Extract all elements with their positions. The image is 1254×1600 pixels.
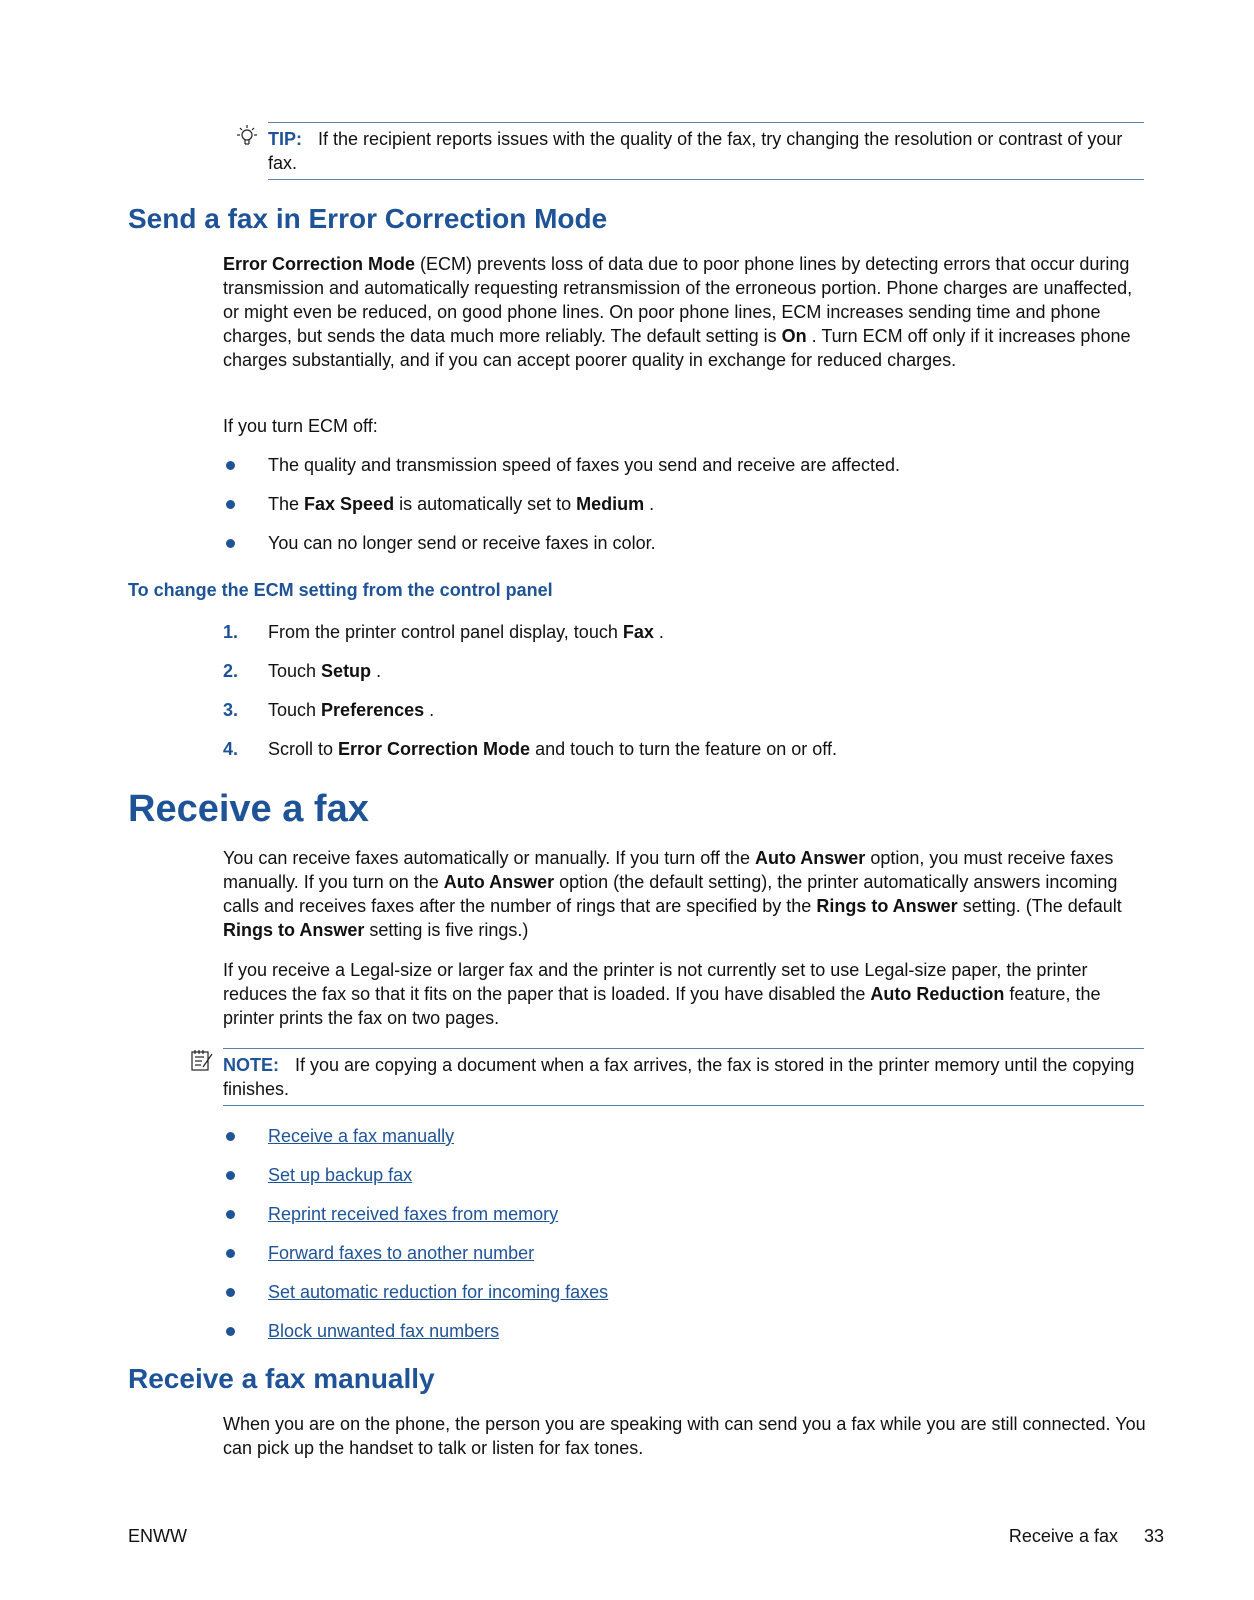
- step-item: [223, 737, 1147, 761]
- text-fragment: .: [424, 700, 435, 720]
- link-list-item: [223, 1124, 1147, 1148]
- tip-text: If the recipient reports issues with the quality of the fax, try changing the resolution or contrast of your fax.: [268, 129, 1123, 173]
- section-heading-ecm: Send a fax in Error Correction Mode: [128, 203, 608, 234]
- link-list-item: [223, 1163, 1147, 1187]
- text-fragment: setting is five rings.): [364, 920, 529, 940]
- note-label: NOTE:: [223, 1055, 279, 1075]
- link-set-automatic-reduction[interactable]: Set automatic reduction for incoming faxes: [268, 1282, 609, 1302]
- ecm-intro-text-b: . Turn ECM off only if it increases phone charges substantially, and if you can accept poorer quality in exchange for reduced charges.: [223, 326, 1131, 370]
- list-item-text: The quality and transmission speed of faxes you send and receive are affected.: [268, 455, 901, 475]
- list-item-text: You can no longer send or receive faxes in color.: [268, 533, 656, 553]
- page-heading-receive-fax: Receive a fax: [128, 788, 369, 830]
- bullet-icon: [226, 1288, 235, 1297]
- receive-paragraph-2: [223, 958, 1147, 1030]
- tip-callout: [268, 122, 1144, 180]
- tip-label: TIP:: [268, 129, 302, 149]
- text-fragment: Touch: [268, 700, 322, 720]
- step-item: [223, 620, 1147, 644]
- bullet-icon: [226, 1132, 235, 1141]
- fax-speed-term: Fax Speed: [304, 494, 395, 514]
- preferences-term: Preferences: [321, 700, 425, 720]
- ecm-intro-paragraph: [223, 252, 1147, 372]
- bullet-icon: [226, 1249, 235, 1258]
- footer-right: [1009, 1524, 1164, 1548]
- link-set-up-backup-fax[interactable]: Set up backup fax: [268, 1165, 413, 1185]
- manual-paragraph: When you are on the phone, the person you are speaking with can send you a fax while you are still connected. You can pick up the handset to talk or listen for fax tones.: [223, 1414, 1146, 1458]
- text-fragment: option (the default setting), the printer automatically answers incoming calls and receives faxes after the number of rings that are specified by the: [223, 872, 1118, 916]
- text-fragment: and touch to turn the feature on or off.: [530, 739, 837, 759]
- section-heading-receive-manually: Receive a fax manually: [128, 1363, 435, 1394]
- receive-paragraph-1: [223, 846, 1147, 942]
- text-fragment: is automatically set to: [394, 494, 577, 514]
- ecm-term: Error Correction Mode: [338, 739, 531, 759]
- bullet-icon: [226, 1327, 235, 1336]
- setup-term: Setup: [321, 661, 372, 681]
- list-item-text: [268, 492, 654, 516]
- ecm-default-value: On: [781, 326, 807, 346]
- text-fragment: .: [653, 622, 664, 642]
- link-list-item: [223, 1241, 1147, 1265]
- auto-answer-term: Auto Answer: [443, 872, 555, 892]
- lightbulb-icon: [236, 124, 258, 148]
- text-fragment: Scroll to: [268, 739, 339, 759]
- step-text: [268, 698, 434, 722]
- text-fragment: From the printer control panel display, touch: [268, 622, 623, 642]
- step-number: 2.: [223, 661, 239, 681]
- subheading-ecm-control-panel: To change the ECM setting from the control panel: [128, 580, 553, 600]
- ecm-term: Error Correction Mode: [223, 254, 416, 274]
- list-item: [223, 531, 1147, 555]
- step-text: [268, 620, 664, 644]
- rings-to-answer-term: Rings to Answer: [223, 920, 365, 940]
- fax-term: Fax: [622, 622, 654, 642]
- text-fragment: .: [371, 661, 382, 681]
- link-receive-fax-manually[interactable]: Receive a fax manually: [268, 1126, 455, 1146]
- text-fragment: .: [644, 494, 655, 514]
- ecm-off-intro: If you turn ECM off:: [223, 416, 378, 436]
- note-text: If you are copying a document when a fax arrives, the fax is stored in the printer memory until the copying finishes.: [223, 1055, 1135, 1099]
- step-item: [223, 659, 1147, 683]
- text-fragment: The: [268, 494, 305, 514]
- step-text: [268, 737, 837, 761]
- link-list-item: [223, 1319, 1147, 1343]
- text-fragment: Touch: [268, 661, 322, 681]
- text-fragment: option, you must receive faxes manually. If you turn on the: [223, 848, 1114, 892]
- step-text: [268, 659, 381, 683]
- rings-to-answer-term: Rings to Answer: [816, 896, 958, 916]
- link-forward-faxes[interactable]: Forward faxes to another number: [268, 1243, 535, 1263]
- bullet-icon: [226, 500, 235, 509]
- medium-term: Medium: [576, 494, 645, 514]
- link-reprint-received-faxes[interactable]: Reprint received faxes from memory: [268, 1204, 559, 1224]
- step-number: 3.: [223, 700, 239, 720]
- step-number: 1.: [223, 622, 239, 642]
- list-item: [223, 492, 1147, 516]
- text-fragment: If you receive a Legal-size or larger fax and the printer is not currently set to use Legal-size paper, the printer reduces the fax so that it fits on the paper that is loaded. If you have disabled the: [223, 960, 1088, 1004]
- bullet-icon: [226, 461, 235, 470]
- auto-reduction-term: Auto Reduction: [870, 984, 1005, 1004]
- ecm-intro-text-a: (ECM) prevents loss of data due to poor phone lines by detecting errors that occur during transmission and automatically requesting retransmission of the erroneous portion. Phone charges are unaffected, or might even be reduced, on good phone lines. On poor phone lines, ECM increases sending time and phone charges, but sends the data much more reliably. The default setting is: [223, 254, 1133, 346]
- page-number: 33: [1143, 1526, 1164, 1546]
- footer-section-title: Receive a fax: [1008, 1526, 1118, 1546]
- bullet-icon: [226, 1210, 235, 1219]
- step-number: 4.: [223, 739, 239, 759]
- note-callout: [223, 1048, 1144, 1106]
- note-icon: [190, 1048, 214, 1072]
- footer-left-label: ENWW: [128, 1526, 187, 1546]
- text-fragment: feature, the printer prints the fax on two pages.: [223, 984, 1101, 1028]
- text-fragment: You can receive faxes automatically or manually. If you turn off the: [223, 848, 755, 868]
- auto-answer-term: Auto Answer: [754, 848, 866, 868]
- step-item: [223, 698, 1147, 722]
- bullet-icon: [226, 539, 235, 548]
- bullet-icon: [226, 1171, 235, 1180]
- list-item: [223, 453, 1147, 477]
- link-list-item: [223, 1202, 1147, 1226]
- text-fragment: setting. (The default: [957, 896, 1122, 916]
- link-list-item: [223, 1280, 1147, 1304]
- link-block-unwanted-fax-numbers[interactable]: Block unwanted fax numbers: [268, 1321, 500, 1341]
